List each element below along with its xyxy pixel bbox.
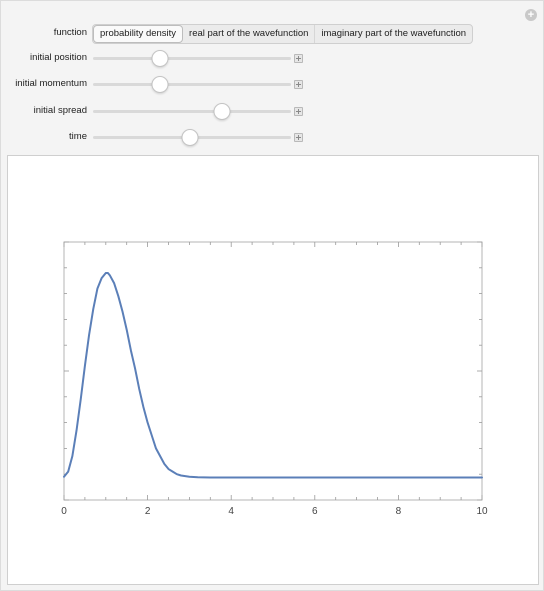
initial-position-slider[interactable]	[93, 49, 291, 69]
x-tick-label: 2	[144, 506, 151, 517]
plot-frame	[64, 242, 482, 500]
x-tick-label: 6	[312, 506, 318, 517]
slider-row-initial-spread	[1, 102, 544, 122]
slider-row-initial-position	[1, 49, 544, 69]
x-tick-label: 8	[395, 506, 402, 517]
expand-icon[interactable]	[294, 133, 303, 142]
initial-momentum-slider[interactable]	[93, 75, 291, 95]
slider-thumb[interactable]	[213, 103, 230, 120]
plot-output	[7, 155, 539, 585]
slider-row-time	[1, 128, 544, 148]
x-tick-label: 0	[61, 506, 67, 517]
slider-track	[93, 110, 291, 113]
initial-spread-slider[interactable]	[93, 102, 291, 122]
slider-track	[93, 57, 291, 60]
time-slider[interactable]	[93, 128, 291, 148]
slider-thumb[interactable]	[182, 129, 199, 146]
x-tick-label: 10	[476, 506, 488, 517]
x-tick-label: 4	[228, 506, 234, 517]
function-selector[interactable]	[92, 24, 473, 44]
option-probability-density[interactable]: probability density	[93, 25, 183, 43]
slider-thumb[interactable]	[152, 50, 169, 67]
function-label: function	[53, 27, 87, 38]
option-real-part[interactable]: real part of the wavefunction	[183, 25, 315, 43]
slider-row-initial-momentum	[1, 75, 544, 95]
expand-icon[interactable]	[294, 80, 303, 89]
series-line	[64, 273, 482, 478]
expand-icon[interactable]	[294, 54, 303, 63]
initial-momentum-label: initial momentum	[15, 78, 87, 89]
add-icon[interactable]: +	[525, 9, 537, 21]
expand-icon[interactable]	[294, 107, 303, 116]
plot-svg	[8, 156, 538, 584]
slider-thumb[interactable]	[152, 76, 169, 93]
initial-position-label: initial position	[29, 52, 87, 63]
initial-spread-label: initial spread	[33, 105, 87, 116]
function-row	[1, 24, 544, 44]
slider-track	[93, 83, 291, 86]
option-imaginary-part[interactable]: imaginary part of the wavefunction	[321, 28, 467, 39]
time-label: time	[69, 131, 87, 142]
